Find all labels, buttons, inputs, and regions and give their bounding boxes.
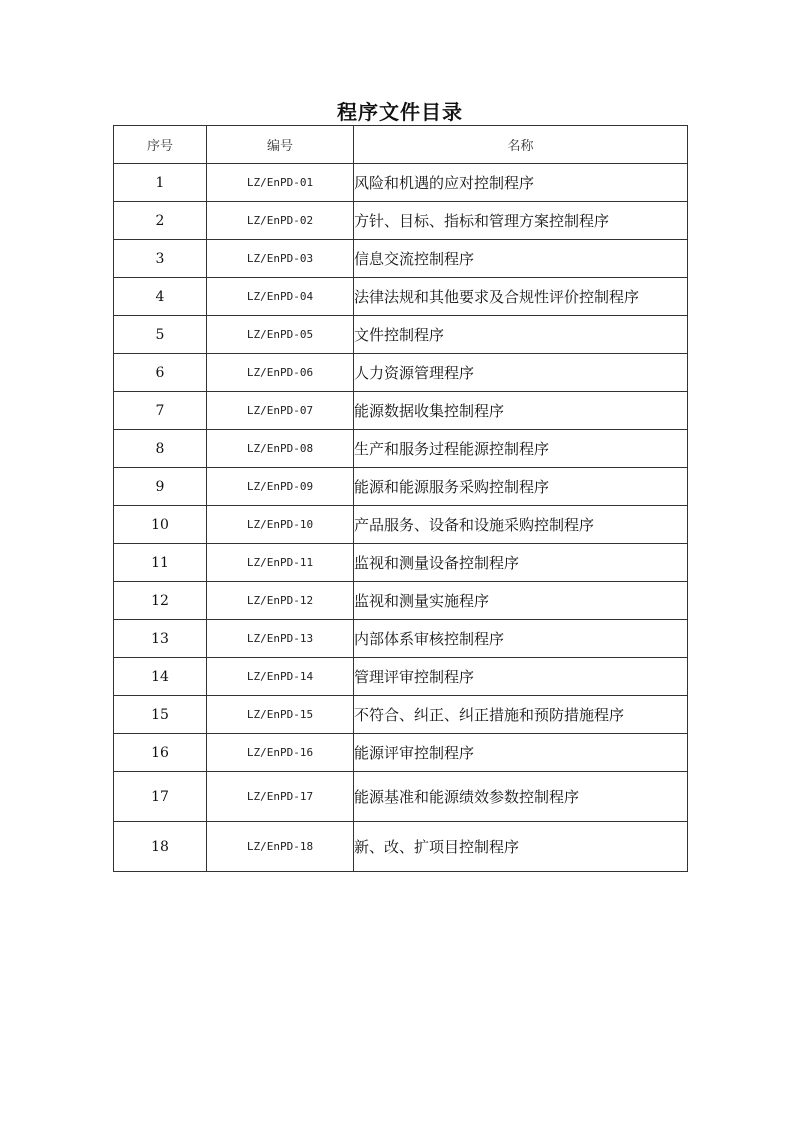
row-code: LZ/EnPD-07 [207, 392, 354, 430]
row-name: 文件控制程序 [354, 316, 688, 354]
row-code: LZ/EnPD-04 [207, 278, 354, 316]
row-name: 能源基准和能源绩效参数控制程序 [354, 772, 688, 822]
table-row [114, 354, 688, 392]
row-code: LZ/EnPD-14 [207, 658, 354, 696]
table-header-row [114, 126, 688, 164]
row-seq: 7 [114, 392, 207, 430]
row-name: 生产和服务过程能源控制程序 [354, 430, 688, 468]
row-code: LZ/EnPD-06 [207, 354, 354, 392]
row-seq: 8 [114, 430, 207, 468]
row-seq: 5 [114, 316, 207, 354]
row-code: LZ/EnPD-02 [207, 202, 354, 240]
row-code: LZ/EnPD-09 [207, 468, 354, 506]
table-row [114, 696, 688, 734]
table-row [114, 734, 688, 772]
row-code: LZ/EnPD-01 [207, 164, 354, 202]
row-code: LZ/EnPD-12 [207, 582, 354, 620]
table-row [114, 240, 688, 278]
row-name: 能源数据收集控制程序 [354, 392, 688, 430]
table-row [114, 582, 688, 620]
table-row [114, 316, 688, 354]
table-row [114, 822, 688, 872]
table-row [114, 772, 688, 822]
row-name: 新、改、扩项目控制程序 [354, 822, 688, 872]
row-seq: 14 [114, 658, 207, 696]
row-name: 监视和测量实施程序 [354, 582, 688, 620]
table-row [114, 392, 688, 430]
row-seq: 10 [114, 506, 207, 544]
row-seq: 3 [114, 240, 207, 278]
table-row [114, 164, 688, 202]
row-seq: 18 [114, 822, 207, 872]
procedure-catalog-table [113, 125, 688, 872]
row-seq: 6 [114, 354, 207, 392]
document-title: 程序文件目录 [337, 100, 463, 124]
table-row [114, 544, 688, 582]
row-name: 信息交流控制程序 [354, 240, 688, 278]
row-code: LZ/EnPD-05 [207, 316, 354, 354]
row-seq: 11 [114, 544, 207, 582]
row-code: LZ/EnPD-11 [207, 544, 354, 582]
row-name: 人力资源管理程序 [354, 354, 688, 392]
table-row [114, 506, 688, 544]
row-name: 能源评审控制程序 [354, 734, 688, 772]
table-row [114, 468, 688, 506]
table-row [114, 278, 688, 316]
table-row [114, 620, 688, 658]
header-name: 名称 [354, 126, 688, 164]
header-code: 编号 [207, 126, 354, 164]
row-seq: 4 [114, 278, 207, 316]
row-name: 管理评审控制程序 [354, 658, 688, 696]
row-name: 风险和机遇的应对控制程序 [354, 164, 688, 202]
row-name: 产品服务、设备和设施采购控制程序 [354, 506, 688, 544]
row-name: 能源和能源服务采购控制程序 [354, 468, 688, 506]
row-seq: 15 [114, 696, 207, 734]
row-code: LZ/EnPD-18 [207, 822, 354, 872]
row-seq: 16 [114, 734, 207, 772]
row-seq: 9 [114, 468, 207, 506]
table-row [114, 202, 688, 240]
table-row [114, 430, 688, 468]
row-seq: 13 [114, 620, 207, 658]
row-code: LZ/EnPD-03 [207, 240, 354, 278]
row-code: LZ/EnPD-08 [207, 430, 354, 468]
table-body [114, 164, 688, 872]
row-name: 不符合、纠正、纠正措施和预防措施程序 [354, 696, 688, 734]
row-name: 方针、目标、指标和管理方案控制程序 [354, 202, 688, 240]
row-code: LZ/EnPD-15 [207, 696, 354, 734]
row-seq: 12 [114, 582, 207, 620]
row-name: 内部体系审核控制程序 [354, 620, 688, 658]
row-code: LZ/EnPD-10 [207, 506, 354, 544]
table-row [114, 658, 688, 696]
row-seq: 17 [114, 772, 207, 822]
row-code: LZ/EnPD-13 [207, 620, 354, 658]
row-name: 监视和测量设备控制程序 [354, 544, 688, 582]
row-code: LZ/EnPD-16 [207, 734, 354, 772]
header-seq: 序号 [114, 126, 207, 164]
row-seq: 1 [114, 164, 207, 202]
row-seq: 2 [114, 202, 207, 240]
row-name: 法律法规和其他要求及合规性评价控制程序 [354, 278, 688, 316]
row-code: LZ/EnPD-17 [207, 772, 354, 822]
